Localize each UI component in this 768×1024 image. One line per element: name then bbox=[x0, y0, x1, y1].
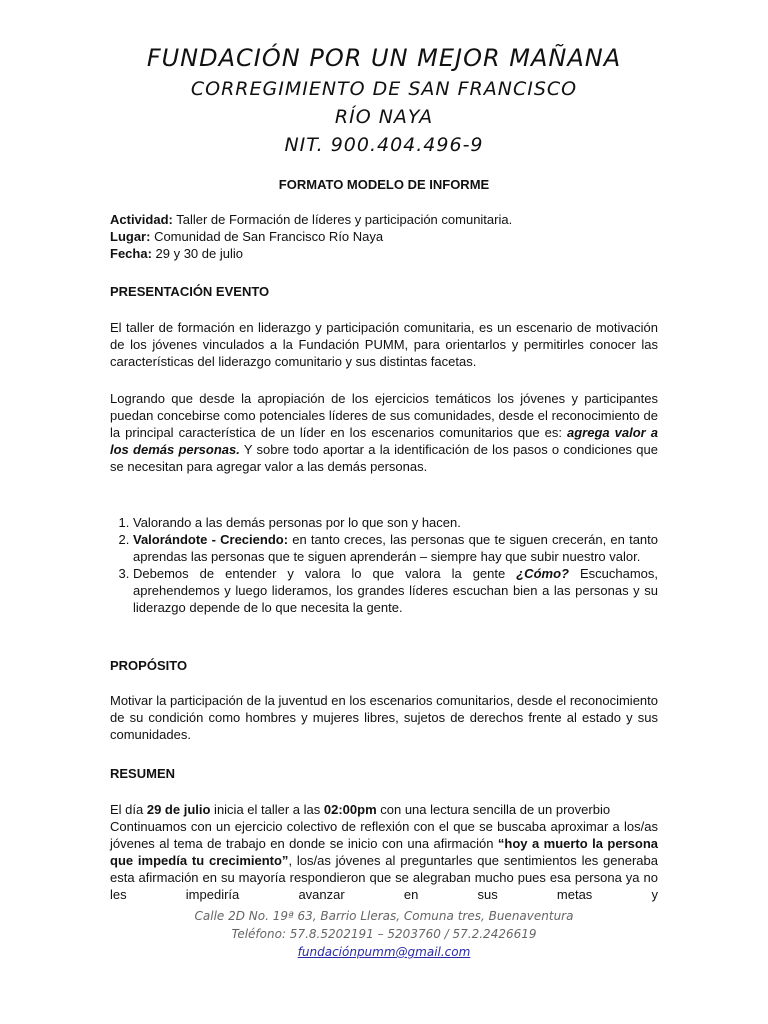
presentation-paragraph-2 bbox=[110, 390, 658, 475]
document-title: FORMATO MODELO DE INFORME bbox=[278, 177, 490, 192]
summary-2c: , los/as jóvenes al preguntarles que sentimientos les generaba esta afirmación en su mayoría respondieron que se alegraban mucho pues esa persona ya no les impediría avanzar en sus metas y bbox=[110, 853, 658, 902]
summary-2a: Continuamos con un ejercicio colectivo de reflexión con el que se buscaba aproximar a los/as jóvenes al tema de trabajo en donde se inicio con una afirmación bbox=[110, 819, 658, 851]
list-item-3a: Debemos de entender y valora lo que valora la gente bbox=[133, 566, 517, 581]
activity-label: Actividad: bbox=[110, 212, 173, 227]
summary-paragraph bbox=[110, 801, 658, 903]
presentation-heading: PRESENTACIÓN EVENTO bbox=[110, 284, 270, 299]
purpose-heading: PROPÓSITO bbox=[110, 658, 188, 673]
activity-value: Taller de Formación de líderes y participación comunitaria. bbox=[172, 212, 513, 227]
river-title: RÍO NAYA bbox=[334, 106, 434, 128]
place-line bbox=[110, 228, 512, 245]
summary-1c: inicia el taller a las bbox=[210, 802, 324, 817]
presentation-text-2 bbox=[110, 390, 658, 475]
corregimiento-title: CORREGIMIENTO DE SAN FRANCISCO bbox=[190, 78, 578, 100]
presentation-text-2c: Y sobre todo aportar a la identificación de los pasos o condiciones que se necesitan para agregar valor a las demás personas. bbox=[110, 442, 658, 474]
date-line bbox=[110, 245, 512, 262]
summary-text bbox=[110, 818, 658, 903]
footer-phone: Teléfono: 57.8.5202191 – 5203760 / 57.2.2426619 bbox=[231, 927, 537, 941]
place-label: Lugar: bbox=[110, 229, 151, 244]
presentation-text-2a: Logrando que desde la apropiación de los ejercicios temáticos los jóvenes y participantes puedan concebirse como potenciales líderes de sus comunidades, desde el reconocimiento de la principal característica de un líder en los escenarios comunitarios que es: bbox=[110, 391, 658, 440]
purpose-paragraph bbox=[110, 692, 658, 743]
summary-time: 02:00pm bbox=[323, 802, 377, 817]
date-value: 29 y 30 de julio bbox=[151, 246, 243, 261]
list-item-2-bold: Valorándote - Creciendo: bbox=[133, 532, 289, 547]
list-item-2-text: en tanto creces, las personas que te siguen crecerán, en tanto aprendas las personas que te siguen aprenderán – siempre hay que subir nuestro valor. bbox=[133, 532, 658, 564]
list-item bbox=[133, 565, 658, 616]
presentation-text-1: El taller de formación en liderazgo y participación comunitaria, es un escenario de motivación de los jóvenes vinculados a la Fundación PUMM, para orientarlos y permitirles conocer las características del liderazgo comunitario y sus distintas facetas. bbox=[110, 320, 658, 369]
presentation-paragraph-1 bbox=[110, 319, 658, 370]
list-item-1-text: Valorando a las demás personas por lo que son y hacen. bbox=[133, 515, 461, 530]
nit-number: NIT. 900.404.496-9 bbox=[284, 134, 484, 156]
summary-heading: RESUMEN bbox=[110, 766, 176, 781]
footer-email-link[interactable]: fundaciónpumm@gmail.com bbox=[297, 945, 471, 959]
list-item-3c: Escuchamos, aprehendemos y luego lideramos, los grandes líderes escuchan bien a las personas y su liderazgo depende de lo que necesita la gente. bbox=[133, 566, 658, 615]
list-item bbox=[133, 514, 658, 531]
summary-line-1 bbox=[110, 801, 658, 818]
event-meta bbox=[110, 211, 512, 262]
purpose-text: Motivar la participación de la juventud en los escenarios comunitarios, desde el reconocimiento de su condición como hombres y mujeres libres, sujetos de derechos frente al estado y sus comunidades. bbox=[110, 693, 658, 742]
date-label: Fecha: bbox=[110, 246, 152, 261]
list-item-3-question: ¿Cómo? bbox=[516, 566, 569, 581]
list-item bbox=[133, 531, 658, 565]
footer-address: Calle 2D No. 19ª 63, Barrio Lleras, Comuna tres, Buenaventura bbox=[194, 909, 574, 923]
summary-1a: El día bbox=[110, 802, 147, 817]
summary-quote: “hoy a muerto la persona que impedía tu crecimiento” bbox=[110, 836, 658, 868]
place-value: Comunidad de San Francisco Río Naya bbox=[150, 229, 384, 244]
value-phrase: agrega valor a los demás personas. bbox=[110, 425, 658, 457]
activity-line bbox=[110, 211, 512, 228]
steps-list bbox=[110, 514, 658, 616]
organization-name: FUNDACIÓN POR UN MEJOR MAÑANA bbox=[146, 44, 622, 72]
summary-date: 29 de julio bbox=[146, 802, 211, 817]
summary-1e: con una lectura sencilla de un proverbio bbox=[376, 802, 611, 817]
